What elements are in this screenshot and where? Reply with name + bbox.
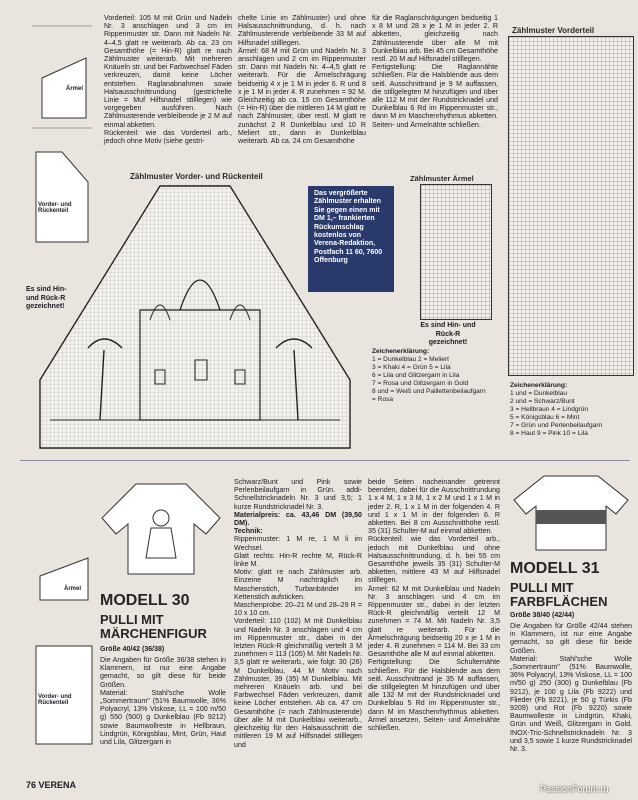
neckline-continued: beide Seiten nacheinander getrennt beenden, dabei für die Ausschnittrundung 1 x 4 M, 1 x 3 M, 1 x 2 M und 1 x 1 M in jeder 2. R, 1 x 1 M in der folgenden 4. R und 1 x 1 M in der folgenden 6. R abketten. Bei 8 cm Ausschnitthöhe restl. 35 (31) Schulter-M auf einmal abketten. (368, 478, 500, 536)
text-column-5 (368, 478, 500, 732)
gauge: Maschenprobe: 20–21 M und 28–29 R = 10 x 10 cm. (234, 601, 362, 618)
model-30-title1: PULLI MIT (100, 612, 164, 627)
front-30: Vorderteil: 110 (102) M mit Dunkelblau und Nadeln Nr. 3 anschlagen und 4 cm im Rippenmuster str., dabei in der letzten Rück-R gleichmäßig verteilt 3 M zunehmen = 113 (105) M. Mit Nadeln Nr. 3,5 glatt re weiterarb., wie folgt: 30 (26) M Dunkelblau, 44 M Motiv nach Zählmuster, 39 (35) M Dunkelblau. Mit mehreren Knäueln arb. und bei Farbwechsel Fäden verkreuzen, damit keine Löcher entstehen. Ab ca. 47 cm Gesamthöhe (= nach Zählmusterende) über alle M mit Dunkelblau weiterarb., gleichzeitig für den Halsausschnitt die mittleren 19 M auf Hilfsnadel stilllegen und (234, 617, 362, 749)
front-paragraph: Vorderteil: 105 M mit Grün und Nadeln Nr. 3 anschlagen und 3 cm im Rippenmuster str. Dann mit Nadeln Nr. 4–4,5 glatt re weiterarb. Ab ca. 23 cm Gesamthöhe (= Hin-R) glatt re nach Zählmuster weiterarb. Mit mehreren Knäueln str. und bei Farbwechsel Fäden verkreuzen, damit keine Löcher entstehen. Raglanabnahmen sowie Halsausschnittrundung (gestrichelte Linie = Muf Hilfsnadel stilllegen) wie vorgegeben ausführen. Nach Zählmusterende verbleibende je 2 M auf einmal abketten. (104, 14, 232, 129)
model-30-title2: MÄRCHENFIGUR (100, 626, 207, 641)
legend-31-line: 8 = Haut 9 = Pink 10 = Lila (510, 430, 588, 437)
finishing-paragraph: Fertigstellung: Die Raglannähte schließen. Für die Halsblende aus dem seitl. Ausschnittrand je 9 M auffassen, die stillgelegten M hinzufügen und über alle 112 M mit der Rundstricknadel und Dunkelblau 6 Rd im Rippenmuster str., dann M im Maschenrhythmus abketten. Seiten- und Ärmelnähte schließen. (372, 63, 498, 129)
sleeve-chart (420, 184, 492, 320)
front-chart (508, 36, 634, 376)
text-column-2 (238, 14, 366, 145)
model-31-text (510, 622, 632, 753)
body-label-30: Vorder- und Rückenteil (38, 202, 72, 214)
stockinette: Glatt rechts: Hin-R rechte M, Rück-R linke M. (234, 551, 362, 569)
info-box: Das vergrößerte Zählmuster erhalten Sie gegen einen mit DM 1,– frankierten Rückumschlag kostenlos von Verena-Redaktion, Postfach 11 60, 7600 Offenburg (308, 186, 394, 292)
sweater-illustration-31 (510, 470, 632, 554)
model-31-material: Material: Stahl'sche Wolle „Sommertraum" (51% Baumwolle, 36% Polyacryl, 13% Viskose, LL = 100 m/50 g) 250 (300) g Dunkelblau (Fb 9212), je 100 g Lila (Fb 9222) und Flieder (Fb 9221), je 50 g Türkis (Fb 9209) und Rot (Fb 9220) sowie Baumwolleste in Lindgrün, Khaki, Grün und Weiß, Glitzergarn in Gold. INOX-Tric-Schnellstricknadeln Nr. 3 und 3,5 sowie 1 kurze Rundstricknadel Nr. 3. (510, 654, 632, 754)
technique-heading: Technik: (234, 527, 263, 536)
text-column-1 (104, 14, 232, 145)
rib-pattern: Rippenmuster: 1 M re, 1 M li im Wechsel. (234, 535, 362, 552)
sleeve-schematic-30b (28, 552, 98, 608)
price: Materialpreis: ca. 43,46 DM (39,50 DM). (234, 510, 362, 528)
back-paragraph: Rückenteil: wie das Vorderteil arb., jedoch ohne Motiv (siehe gestri- (104, 128, 232, 146)
finishing-30: Fertigstellung: Die Schulternähte schließen. Für die Halsblende aus dem seitl. Ausschnittrand je 35 M auffassen, die stillgelegten M hinzufügen und über alle 132 M mit der Rundstricknadel und Dunkelblau 5 Rd im Rippenmuster str., dann M im Maschenrhythmus abketten. Ärmel ansetzen, Seiten- und Ärmelnähte schließen. (368, 658, 500, 733)
legend-31-line: 3 = Hellbraun 4 = Lindgrün (510, 406, 589, 413)
legend-31-line: 5 = Königsblau 6 = Mint (510, 414, 580, 421)
motif: Motiv: glatt re nach Zählmuster arb. Einzeine M nachträglich im Maschenstich, Turbanbänder im Kettenstich aufsticken. (234, 568, 362, 601)
front-chart-title: Zählmuster Vorderteil (512, 26, 595, 35)
model-30-material: Material: Stahl'sche Wolle „Sommertraum" (51% Baumwolle, 36% Polyacryl, 13% Viskose, LL = 100 m/50 g) 550 (500) g Dunkelblau (Fb 9212) sowie Baumwollreste in Hellbraun, Lindgrün, Königsblau, Mint, Grün, Haut und Lila, Glitzergarn in (100, 688, 226, 747)
model-31-title1: PULLI MIT (510, 580, 574, 595)
model-31-size-note: Die Angaben für Größe 42/44 stehen in Klammern, ist nur eine Angabe gemacht, so gilt diese für beide Größen. (510, 622, 632, 655)
section-divider (20, 460, 630, 461)
legend-31 (510, 382, 636, 438)
model-30-size-note: Die Angaben für Größe 36/38 stehen in Klammern, ist nur eine Angabe gemacht, so gilt diese für beide Größen. (100, 656, 226, 689)
legend-30-line: 7 = Rosa und Glitzergarn in Gold (372, 380, 469, 387)
sleeve-paragraph: Ärmel: 68 M mit Grün und Nadeln Nr. 3 anschlagen und 2 cm im Rippenmuster str. Dann mit Nadeln Nr. 4–4,5 glatt re weiterarb. Für die Ärmelschrägung beidseitig 4 x je 1 M in jeder 6. R und 8 x je 1 M in jeder 4. R zunehmen = 92 M. Gleichzeitig ab ca. 15 cm Gesamthöhe (= Hin-R) über die mittleren 14 M glatt re nach Zählmuster, über restl. M glatt re zunächst 2 R Dunkelblau und 10 R Meliert str., dann in Dunkelblau weiterarb. Ab ca. 24 cm Gesamthöhe (238, 46, 366, 146)
text-column-4 (234, 478, 362, 749)
material-continued: Schwarz/Bunt und Pink sowie Perlenbeilaufgarn in Grün. addi-Schnellstricknadeln Nr. 3 und 3,5; 1 kurze Rundstricknadel Nr. 3. (234, 478, 362, 511)
model-30-text (100, 656, 226, 746)
back-continued: chelte Linie im Zählmuster) und ohne Halsausschnittrundung, d. h. nach Zählmusterende verbleibende 33 M auf Hilfsnadel stilllegen. (238, 14, 366, 47)
legend-31-line: 2 und = Schwarz/Bunt (510, 398, 575, 405)
legend-30-line: 8 und = Weiß und Paillettenbeilaufgarn (372, 388, 486, 395)
model-31-size: Größe 38/40 (42/44) (510, 612, 575, 619)
sleeve-schematic-30 (28, 18, 96, 130)
sleeve-label-30b: Ärmel (64, 586, 82, 592)
legend-30-line: = Rosa (372, 396, 394, 403)
page-number: 76 VERENA (26, 780, 77, 790)
watermark: PassionForum.ru (540, 784, 609, 794)
legend-31-title: Zeichenerklärung: (510, 382, 568, 389)
body-label-30b: Vorder- und Rückenteil (38, 694, 72, 706)
sleeve-chart-title: Zählmuster Ärmel (410, 174, 474, 183)
legend-30-line: 3 = Khaki 4 = Grün 5 = Lila (372, 364, 451, 371)
sweater-illustration-30 (96, 478, 226, 578)
legend-30 (372, 348, 506, 404)
raglan-paragraph: für die Raglanschrägungen beidseitig 1 x 8 M und 28 x je 1 M in jeder 2. R abketten, gleichzeitig nach Zählmusterende über alle M mit Dunkelblau arb. Bei 45 cm Gesamthöhe restl. 20 M auf Hilfsnadel stilllegen. (372, 14, 498, 64)
text-column-3 (372, 14, 498, 129)
rows-note-sleeve: Es sind Hin- und Rück-R gezeichnet! (420, 322, 476, 346)
sleeve-label-30: Ärmel (66, 86, 84, 92)
model-30-size: Größe 40/42 (36/38) (100, 646, 165, 653)
legend-31-line: 1 und = Dunkelblau (510, 390, 568, 397)
rows-note-main: Es sind Hin- und Rück-R gezeichnet! (26, 286, 67, 310)
legend-30-line: 1 = Dunkelblau 2 = Meliert (372, 356, 449, 363)
back-30: Rückenteil: wie das Vorderteil arb., jedoch mit Dunkelblau und ohne Halsausschnittrundung, d. h. bei 55 cm Gesamthöhe jeweils 35 (31) Schulter-M abketten, mittlere 43 M auf Hilfsnadel stilllegen. (368, 535, 500, 585)
model-31-title2: FARBFLÄCHEN (510, 594, 608, 609)
legend-30-title: Zeichenerklärung: (372, 348, 430, 355)
sleeve-30: Ärmel: 62 M mit Dunkelblau und Nadeln Nr. 3 anschlagen und 4 cm im Rippenmuster str., dabei in der letzten Rück-R gleichmäßig verteilt 12 M zunehmen = 74 M. Mit Nadeln Nr. 3,5 glatt re weiterarb. Für die Ärmelschrägung beidseitig 20 x je 1 M in jeder 4. R zunehmen = 114 M. Bei 33 cm Gesamthöhe alle M auf einmal abketten. (368, 584, 500, 659)
legend-30-line: 6 = Lila und Glitzergarn in Lila (372, 372, 460, 379)
model-30-label: MODELL 30 (100, 592, 190, 609)
model-31-label: MODELL 31 (510, 560, 600, 577)
legend-31-line: 7 = Grün und Perlenbeilaufgarn (510, 422, 603, 429)
main-chart-title: Zählmuster Vorder- und Rückenteil (130, 172, 263, 181)
